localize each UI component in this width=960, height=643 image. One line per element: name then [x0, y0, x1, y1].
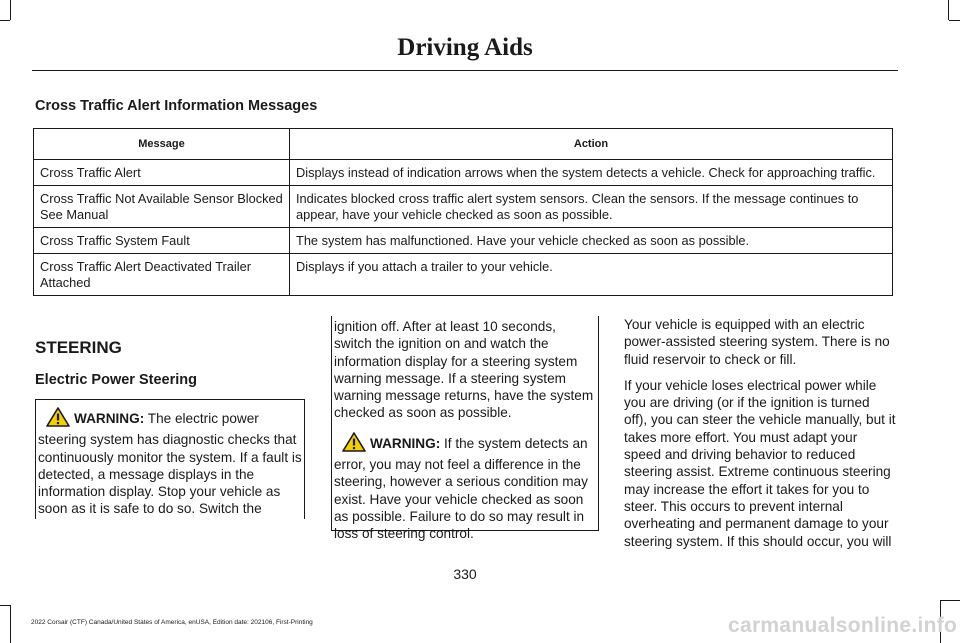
steering-heading: STEERING [35, 338, 122, 357]
crop-mark [948, 0, 949, 20]
header-divider [32, 70, 898, 71]
warning-box-continued [331, 316, 599, 542]
message-cell: Cross Traffic Alert Deactivated Trailer Attached [34, 254, 290, 296]
warning-triangle-icon [342, 432, 366, 456]
warning-text: If the system detects an error, you may not feel a difference in the steering, however a serious condition may exist. Have your vehicle checked as soon as possible. Failure to do so may result in loss of steering control. [334, 435, 588, 542]
footer-edition-text: 2022 Corsair (CTF) Canada/United States of America, enUSA, Edition date: 202106, First-Printing [31, 619, 313, 626]
column-header-action: Action [290, 129, 893, 160]
right-column [624, 316, 896, 559]
section-title: Cross Traffic Alert Information Messages [35, 98, 318, 114]
message-cell: Cross Traffic System Fault [34, 228, 290, 254]
watermark: carmanualsonline.info [728, 614, 958, 637]
crop-mark [0, 605, 10, 606]
warning-continued-text: ignition off. After at least 10 seconds, switch the ignition on and watch the information display for a steering system warning message. If a steering system warning message returns, have the system checked as soon as possible. [334, 319, 594, 421]
crop-mark [10, 605, 11, 643]
warning-2 [334, 432, 596, 543]
action-cell: The system has malfunctioned. Have your vehicle checked as soon as possible. [290, 228, 893, 254]
crop-mark [949, 20, 960, 21]
crop-mark [0, 20, 10, 21]
warning-label: WARNING: [370, 435, 441, 451]
action-cell: Displays if you attach a trailer to your vehicle. [290, 254, 893, 296]
warning-box [35, 399, 305, 519]
message-cell: Cross Traffic Not Available Sensor Blocked See Manual [34, 186, 290, 228]
page-number: 330 [453, 566, 477, 582]
action-cell: Indicates blocked cross traffic alert system sensors. Clean the sensors. If the message continues to appear, have your vehicle checked as soon as possible. [290, 186, 893, 228]
column-header-message: Message [34, 129, 290, 160]
paragraph: If your vehicle loses electrical power while you are driving (or if the ignition is turned off), you can steer the vehicle manually, but it takes more effort. You must adapt your speed and driving behavior to reduced steering assist. Extreme continuous steering may increase the effort it takes for you to steer. This occurs to prevent internal overheating and permanent damage to your steering system. If this should occur, you will [624, 377, 896, 549]
table-row [34, 228, 893, 254]
paragraph: Your vehicle is equipped with an electric power-assisted steering system. There is no fluid reservoir to check or fill. [624, 317, 890, 367]
warning-label: WARNING: [74, 411, 145, 426]
crop-mark [10, 0, 11, 20]
action-cell: Displays instead of indication arrows when the system detects a vehicle. Check for approaching traffic. [290, 160, 893, 186]
warning-text: The electric power steering system has diagnostic checks that continuously monitor the system. If a fault is detected, a message displays in the information display. Stop your vehicle as soon as it is safe to do so. Switch the [38, 411, 302, 517]
table-row [34, 254, 893, 296]
table-row [34, 160, 893, 186]
table-row [34, 186, 893, 228]
electric-power-steering-subheading: Electric Power Steering [35, 372, 197, 388]
message-cell: Cross Traffic Alert [34, 160, 290, 186]
warning-triangle-icon [46, 407, 70, 431]
page-header-title: Driving Aids [397, 34, 533, 61]
crop-mark [941, 600, 960, 601]
table-header-row [34, 129, 893, 160]
messages-table [33, 128, 893, 296]
